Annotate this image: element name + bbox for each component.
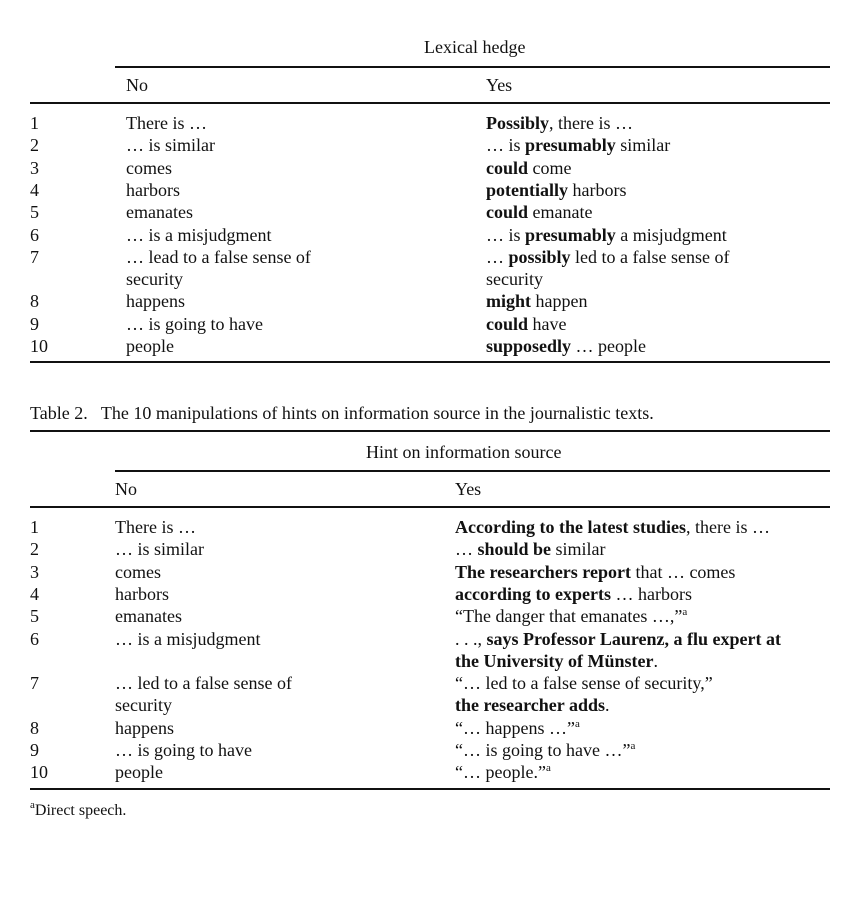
table-1-col-yes: Yes: [486, 75, 513, 95]
table-1-row-number: 2: [30, 135, 39, 156]
table-2-group-rule: [115, 470, 830, 472]
bold-text: supposedly: [486, 336, 572, 356]
table-1-cell-no: comes: [126, 157, 172, 178]
text: … harbors: [610, 583, 692, 604]
text: …: [455, 539, 478, 560]
table-1-row-number: 5: [30, 202, 39, 223]
text: “… led to a false sense of security,”: [455, 673, 713, 694]
table-1-cell-no: … lead to a false sense of: [126, 246, 311, 267]
table-2-bottom-rule: [30, 788, 830, 790]
text: similar: [615, 135, 671, 156]
table-1-row-number: 4: [30, 179, 39, 200]
text: .: [605, 695, 610, 716]
table-2-cell-yes: [455, 583, 692, 605]
table-1-cell-yes: [486, 290, 587, 312]
table-2-cell-yes: [455, 672, 713, 694]
bold-text: Possibly: [486, 113, 550, 133]
table-1-row-number: 10: [30, 336, 48, 356]
table-1-cell-yes: [486, 224, 727, 246]
text: “… people.”: [455, 762, 546, 783]
table-2-cell-no: happens: [115, 717, 174, 738]
text: led to a false sense of: [570, 246, 730, 267]
text: security: [486, 269, 543, 290]
table-2-cell-no: security: [115, 695, 172, 716]
table-1-row-number: 8: [30, 291, 39, 312]
table-2-cell-yes: [455, 739, 635, 761]
table-2-cell-no: … is similar: [115, 539, 204, 560]
table-1-bottom-rule: [30, 361, 830, 363]
footnote-ref: a: [682, 606, 688, 619]
text: come: [528, 157, 572, 178]
table-1-cell-no: There is …: [126, 113, 207, 133]
bold-text: According to the latest studies: [455, 517, 686, 537]
table-2-cell-yes: [455, 561, 735, 583]
bold-text: presumably: [525, 135, 616, 156]
table-2-caption: Table 2. The 10 manipulations of hints on information source in the journalistic texts.: [30, 403, 654, 423]
table-2-cell-no: … led to a false sense of: [115, 673, 292, 694]
bold-text: the University of Münster: [455, 650, 654, 671]
table-2-cell-yes: [455, 694, 610, 716]
table-1-group-rule: [115, 66, 830, 68]
text: harbors: [568, 179, 627, 200]
table-2-cell-yes: [455, 538, 606, 560]
table-1-cell-yes: [486, 179, 627, 201]
bold-text: might: [486, 291, 531, 312]
table-2-cell-yes: [455, 516, 770, 538]
text: have: [528, 313, 567, 334]
table-1-group-header: Lexical hedge: [424, 37, 526, 57]
table-2-row-number: 4: [30, 583, 39, 604]
table-2-cell-no: … is a misjudgment: [115, 628, 261, 649]
table-1-cell-yes: [486, 201, 592, 223]
table-2-cell-yes: [455, 761, 551, 783]
table-2-cell-no: … is going to have: [115, 740, 252, 760]
table-1-row-number: 3: [30, 157, 39, 178]
table-1-cell-no: emanates: [126, 202, 193, 223]
bold-text: The researchers report: [455, 561, 631, 582]
text: happen: [531, 291, 588, 312]
table-2-cell-yes: [455, 650, 658, 672]
text: similar: [551, 539, 606, 560]
footnote-text: Direct speech.: [34, 802, 127, 819]
text: , there is …: [685, 517, 770, 537]
bold-text: possibly: [508, 246, 571, 267]
bold-text: the researcher adds: [455, 695, 605, 716]
table-1-cell-no: harbors: [126, 179, 180, 200]
table-1-row-number: 6: [30, 224, 39, 245]
table-1-col-no: No: [126, 75, 148, 95]
table-1-cell-yes: [486, 335, 646, 357]
table-2-row-number: 3: [30, 561, 39, 582]
table-1-cell-yes: [486, 268, 543, 290]
table-1-cell-yes: [486, 134, 670, 156]
footnote: [30, 800, 126, 822]
text: “The danger that emanates …,”: [455, 606, 683, 627]
table-1-row-number: 9: [30, 313, 39, 334]
table-2-row-number: 5: [30, 606, 39, 627]
table-2-cell-no: people: [115, 762, 163, 783]
table-1-cell-yes: [486, 157, 572, 179]
table-1-header-rule: [30, 102, 830, 104]
text: “… happens …”: [455, 717, 575, 738]
table-1-cell-yes: [486, 313, 567, 335]
text: a misjudgment: [615, 224, 727, 245]
table-2-row-number: 2: [30, 539, 39, 560]
footnote-marker: a: [30, 799, 35, 811]
table-1-cell-no: security: [126, 269, 183, 290]
table-2-row-number: 1: [30, 517, 39, 537]
bold-text: presumably: [525, 224, 616, 245]
table-2-group-header: Hint on information source: [366, 442, 562, 462]
text: … is: [486, 135, 526, 156]
table-2-cell-no: emanates: [115, 606, 182, 627]
table-1-cell-no: … is similar: [126, 135, 215, 156]
text: “… is going to have …”: [455, 740, 631, 760]
footnote-ref: a: [630, 740, 636, 752]
table-2-row-number: 8: [30, 717, 39, 738]
table-1-cell-yes: [486, 246, 730, 268]
table-2-row-number: 7: [30, 673, 39, 694]
footnote-ref: a: [545, 762, 551, 775]
table-2-col-yes: Yes: [455, 479, 482, 499]
table-2-row-number: 9: [30, 740, 39, 760]
text: that … comes: [630, 561, 736, 582]
table-1-row-number: 7: [30, 246, 39, 267]
table-1-cell-no: … is going to have: [126, 313, 263, 334]
bold-text: should be: [477, 539, 552, 560]
table-1-row-number: 1: [30, 113, 39, 133]
table-2-header-rule: [30, 506, 830, 508]
table-2-cell-yes: [455, 628, 781, 650]
bold-text: could: [486, 202, 529, 223]
bold-text: according to experts: [455, 583, 611, 604]
table-2-cell-no: harbors: [115, 583, 169, 604]
bold-text: could: [486, 157, 529, 178]
table-2-row-number: 10: [30, 762, 48, 783]
text: …: [486, 246, 509, 267]
bold-text: says Professor Laurenz, a flu expert at: [486, 628, 781, 649]
table-2-cell-no: There is …: [115, 517, 196, 537]
bold-text: could: [486, 313, 529, 334]
table-2-cell-no: comes: [115, 561, 161, 582]
table-1-cell-no: happens: [126, 291, 185, 312]
table-2-cell-yes: [455, 717, 580, 739]
table-2-col-no: No: [115, 479, 137, 499]
footnote-ref: a: [574, 717, 580, 730]
text: … people: [571, 336, 647, 356]
table-2-cell-yes: [455, 605, 687, 627]
bold-text: potentially: [486, 179, 569, 200]
text: . . .,: [455, 628, 487, 649]
text: , there is …: [549, 113, 634, 133]
table-2-top-rule: [30, 430, 830, 432]
table-1-cell-no: people: [126, 336, 174, 356]
text: emanate: [528, 202, 593, 223]
table-2-row-number: 6: [30, 628, 39, 649]
text: … is: [486, 224, 526, 245]
text: .: [653, 650, 658, 671]
table-1-cell-no: … is a misjudgment: [126, 224, 272, 245]
table-1-cell-yes: [486, 112, 633, 134]
